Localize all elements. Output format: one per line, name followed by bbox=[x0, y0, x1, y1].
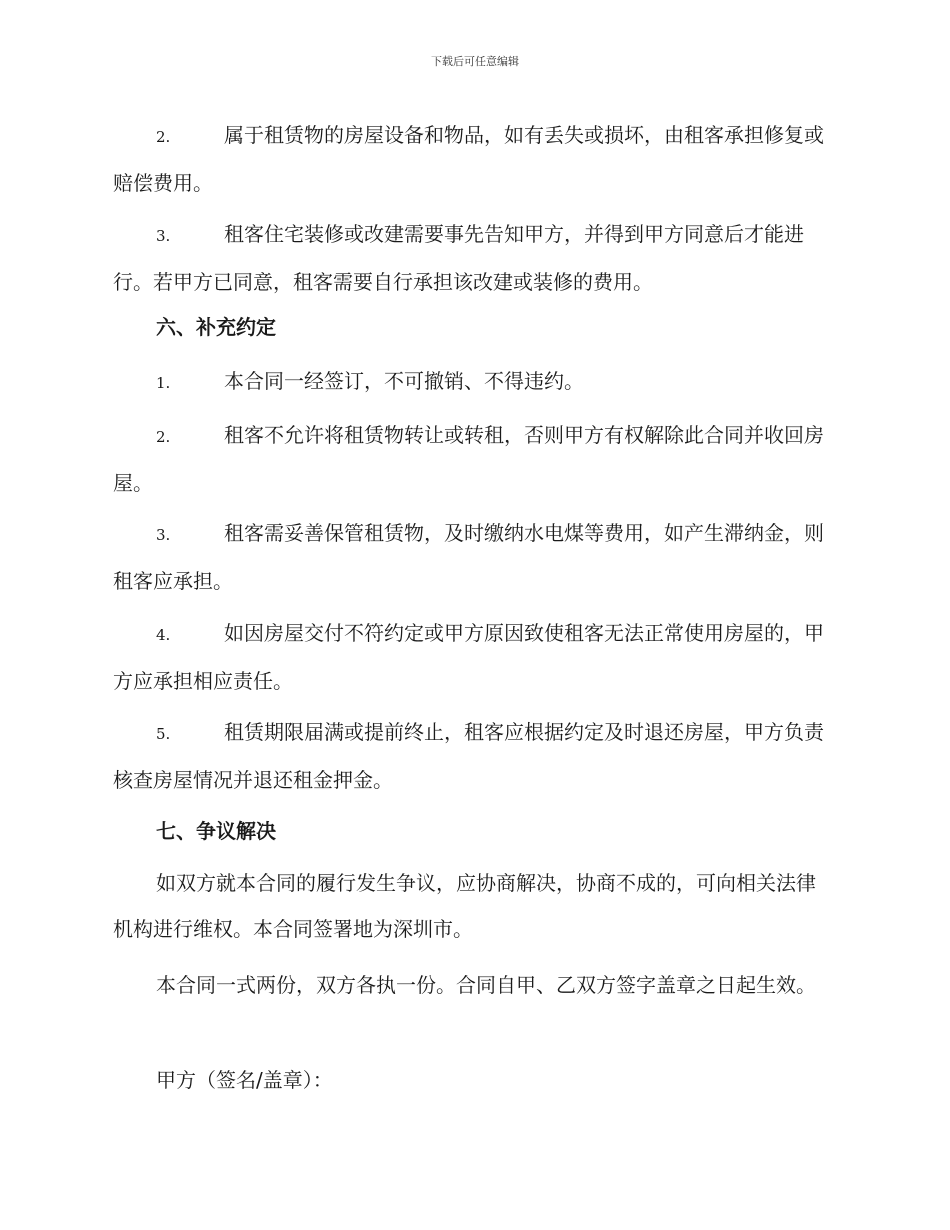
item-number: 3. bbox=[156, 526, 171, 544]
item-text: 租客需妥善保管租赁物，及时缴纳水电煤等费用，如产生滞纳金，则租客应承担。 bbox=[113, 521, 824, 593]
list-item bbox=[113, 112, 835, 206]
list-item bbox=[113, 610, 835, 704]
item-number: 3. bbox=[156, 227, 171, 245]
item-number: 4. bbox=[156, 626, 171, 644]
list-item bbox=[113, 211, 835, 305]
item-text: 租客住宅装修或改建需要事先告知甲方，并得到甲方同意后才能进行。若甲方已同意，租客需要自行承担该改建或装修的费用。 bbox=[113, 222, 804, 294]
item-number: 2. bbox=[156, 428, 171, 446]
list-item bbox=[113, 709, 835, 803]
item-number: 2. bbox=[156, 128, 171, 146]
section-heading: 七、争议解决 bbox=[156, 819, 276, 843]
item-text: 如因房屋交付不符约定或甲方原因致使租客无法正常使用房屋的，甲方应承担相应责任。 bbox=[113, 621, 824, 693]
list-item bbox=[113, 412, 835, 506]
item-text: 租赁期限届满或提前终止，租客应根据约定及时退还房屋，甲方负责核查房屋情况并退还租金押金。 bbox=[113, 720, 824, 792]
item-number: 5. bbox=[156, 725, 171, 743]
list-item bbox=[113, 510, 835, 604]
item-text: 租客不允许将租赁物转让或转租，否则甲方有权解除此合同并收回房屋。 bbox=[113, 423, 824, 495]
signature-line: 甲方（签名/盖章）： bbox=[156, 1068, 333, 1092]
paragraph: 如双方就本合同的履行发生争议，应协商解决，协商不成的，可向相关法律机构进行维权。本合同签署地为深圳市。 bbox=[113, 871, 816, 941]
item-text: 本合同一经签订，不可撤销、不得违约。 bbox=[224, 369, 584, 393]
section-heading: 六、补充约定 bbox=[156, 315, 276, 339]
item-number: 1. bbox=[156, 374, 171, 392]
item-text: 属于租赁物的房屋设备和物品，如有丢失或损坏，由租客承担修复或赔偿费用。 bbox=[113, 123, 824, 195]
page-header: 下载后可任意编辑 bbox=[431, 55, 519, 68]
paragraph: 本合同一式两份，双方各执一份。合同自甲、乙双方签字盖章之日起生效。 bbox=[156, 973, 816, 997]
list-item bbox=[113, 358, 835, 406]
